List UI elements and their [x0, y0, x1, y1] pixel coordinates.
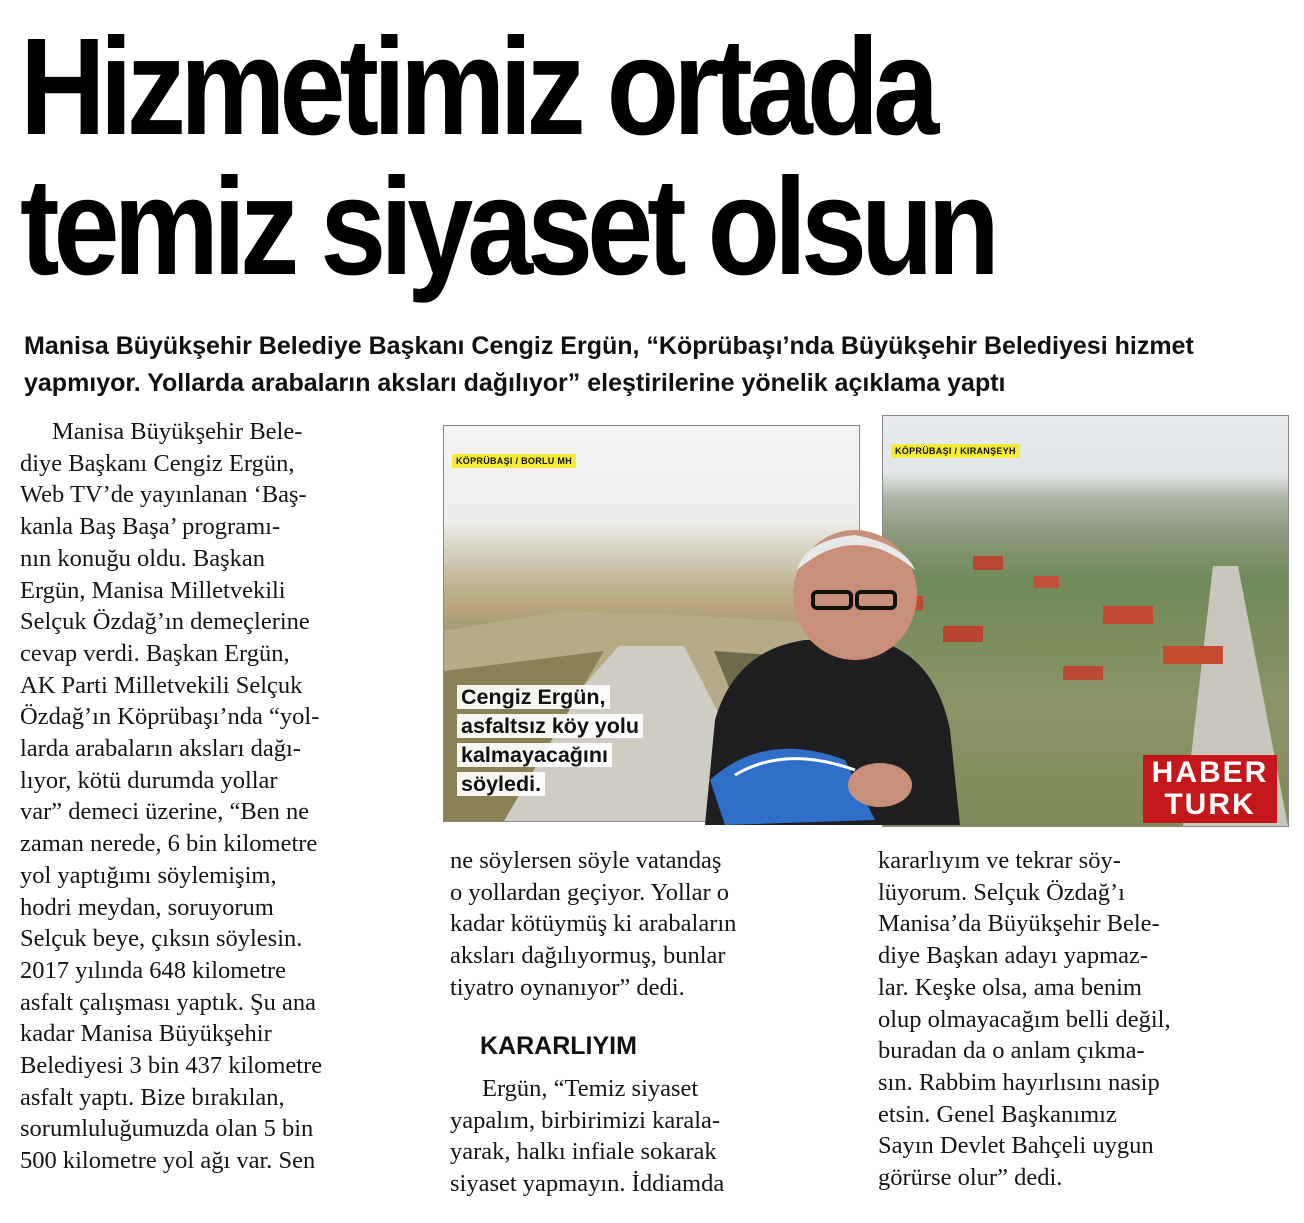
section-subtitle: KARARLIYIM	[480, 1032, 637, 1060]
column-2-top-text: ne söylersen söyle vatandaş o yollardan geçiyor. Yollar o kadar kötüymüş ki arabaların aksları dağılıyormuş, bunlar tiyatro oynanıyor” dedi.	[450, 847, 737, 1001]
haberturk-logo	[1143, 755, 1277, 823]
article-column-3	[878, 845, 1298, 1194]
caption-line-4: söyledi.	[457, 772, 545, 796]
column-3-text: kararlıyım ve tekrar söy- lüyorum. Selçuk Özdağ’ı Manisa’da Büyükşehir Bele- diye Başkan adayı yapmaz- lar. Keşke olsa, ama benim olup olmayacağım belli değil, buradan da o anlam çıkma- sın. Rabbim hayırlısını nasip etsin. Genel Başkanımız Sayın Devlet Bahçeli uygun görürse olur” dedi.	[878, 847, 1171, 1192]
article-column-1	[20, 416, 420, 1177]
photo-location-tag-right: KÖPRÜBAŞI / KIRANŞEYH	[891, 444, 1020, 458]
photo-location-tag-left: KÖPRÜBAŞI / BORLU MH	[452, 454, 576, 468]
column-1-text: Manisa Büyükşehir Bele- diye Başkanı Cengiz Ergün, Web TV’de yayınlanan ‘Baş- kanla Baş Başa’ programı- nın konuğu oldu. Başkan Ergün, Manisa Milletvekili Selçuk Özdağ’ın demeçlerine cevap verdi. Başkan Ergün, AK Parti Milletvekili Selçuk Özdağ’ın Köprübaşı’nda “yol- larda arabaların aksları dağı- lıyor, kötü durumda yollar var” demeci üzerine, “Ben ne zaman nerede, 6 bin kilometre yol yaptığımı söylemişim, hodri meydan, soruyorum Selçuk beye, çıksın söylesin. 2017 yılında 648 kilometre asfalt çalışması yaptık. Şu ana kadar Manisa Büyükşehir Belediyesi 3 bin 437 kilometre asfalt yaptı. Bize bırakılan, sorumluluğumuzda olan 5 bin 500 kilometre yol ağı var. Sen	[20, 418, 323, 1175]
logo-line-1: HABER	[1151, 756, 1269, 789]
cengiz-ergun-portrait	[705, 530, 960, 825]
photo-caption	[457, 683, 717, 799]
article-column-2-top	[450, 845, 860, 1004]
article-column-2-bottom	[450, 1073, 860, 1200]
subheadline: Manisa Büyükşehir Belediye Başkanı Cengiz Ergün, “Köprübaşı’nda Büyükşehir Belediyesi hizmet yapmıyor. Yollarda arabaların aksları dağılıyor” eleştirilerine yönelik açıklama yaptı	[24, 332, 1194, 397]
logo-line-2: TURK	[1164, 788, 1256, 821]
caption-line-1: Cengiz Ergün,	[457, 685, 610, 709]
caption-line-3: kalmayacağını	[457, 743, 612, 767]
headline-line-1: Hizmetimiz ortada	[20, 10, 934, 164]
headline-line-2: temiz siyaset olsun	[20, 150, 994, 304]
column-2-bottom-text: Ergün, “Temiz siyaset yapalım, birbirimizi karala- yarak, halkı infiale sokarak siyaset yapmayın. İddiamda	[450, 1075, 725, 1198]
caption-line-2: asfaltsız köy yolu	[457, 714, 643, 738]
